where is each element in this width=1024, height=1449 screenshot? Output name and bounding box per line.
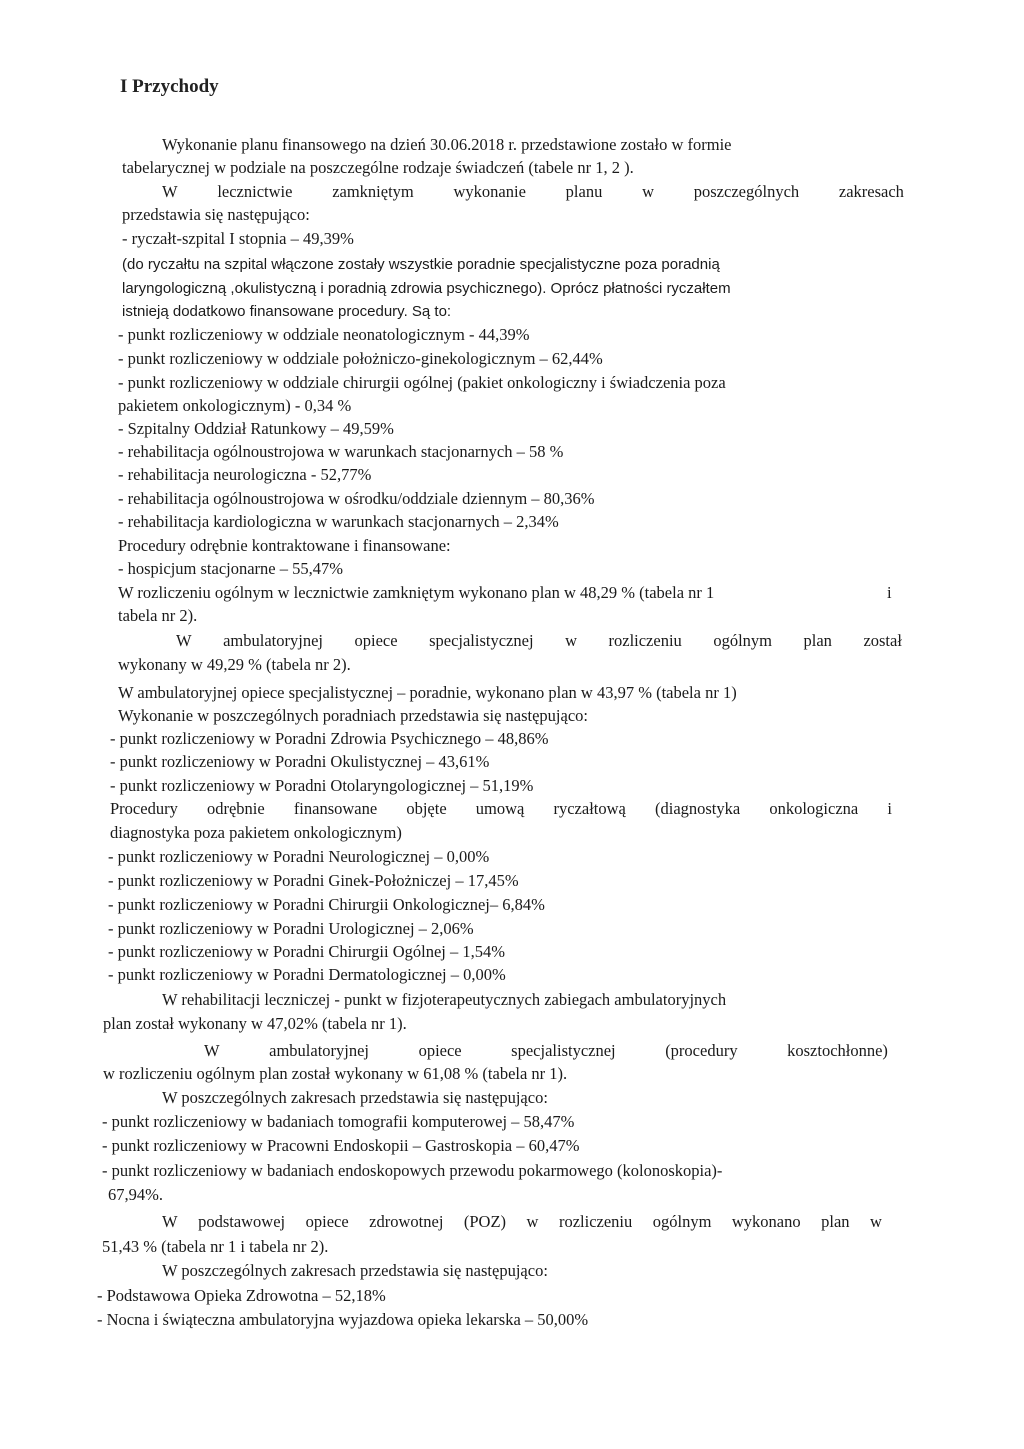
- word: kosztochłonne): [787, 1041, 888, 1060]
- word: rozliczeniu: [608, 631, 682, 650]
- text-line: tabela nr 2).: [118, 606, 198, 625]
- word: plan: [821, 1212, 850, 1231]
- word: (procedury: [665, 1041, 738, 1060]
- list-item: - punkt rozliczeniowy w oddziale położniczo-ginekologicznym – 62,44%: [118, 349, 603, 368]
- word: Procedury: [110, 799, 178, 818]
- text-line: laryngologiczną ,okulistyczną i poradnią zdrowia psychicznego). Oprócz płatności ryczałtem: [122, 280, 731, 297]
- text-line: plan został wykonany w 47,02% (tabela nr 1).: [103, 1014, 407, 1033]
- word: (diagnostyka: [654, 799, 741, 818]
- justified-line: [162, 181, 904, 203]
- word: (POZ): [463, 1212, 507, 1231]
- word: lecznictwie: [217, 182, 293, 201]
- justified-line: [162, 1211, 882, 1233]
- justified-line: [204, 1040, 888, 1062]
- word: plan: [803, 631, 832, 650]
- word: opiece: [305, 1212, 349, 1231]
- text-line: W ambulatoryjnej opiece specjalistycznej – poradnie, wykonano plan w 43,97 % (tabela nr 1): [118, 683, 737, 702]
- list-item: - rehabilitacja ogólnoustrojowa w warunkach stacjonarnych – 58 %: [118, 442, 564, 461]
- word: planu: [565, 182, 603, 201]
- justified-line: [176, 630, 902, 652]
- word: zakresach: [838, 182, 904, 201]
- word: i: [887, 799, 892, 818]
- list-item: - punkt rozliczeniowy w Poradni Dermatologicznej – 0,00%: [108, 965, 506, 984]
- list-item: - punkt rozliczeniowy w oddziale chirurgii ogólnej (pakiet onkologiczny i świadczenia poza: [118, 373, 726, 392]
- text-line: W rehabilitacji leczniczej - punkt w fizjoterapeutycznych zabiegach ambulatoryjnych: [162, 990, 727, 1009]
- word: W: [162, 182, 178, 201]
- text-line: W rozliczeniu ogólnym w lecznictwie zamkniętym wykonano plan w 48,29 % (tabela nr 1: [118, 583, 715, 602]
- list-item: pakietem onkologicznym) - 0,34 %: [118, 396, 352, 415]
- text-line: Procedury odrębnie kontraktowane i finansowane:: [118, 536, 451, 555]
- list-item: - punkt rozliczeniowy w Poradni Neurologicznej – 0,00%: [108, 847, 490, 866]
- word: objęte: [406, 799, 447, 818]
- text-line: przedstawia się następująco:: [122, 205, 310, 224]
- word: w: [565, 631, 577, 650]
- list-item: - Szpitalny Oddział Ratunkowy – 49,59%: [118, 419, 394, 438]
- text-line: Wykonanie planu finansowego na dzień 30.06.2018 r. przedstawione zostało w formie: [162, 135, 732, 154]
- list-item: - rehabilitacja ogólnoustrojowa w ośrodku/oddziale dziennym – 80,36%: [118, 489, 595, 508]
- text-line: W poszczególnych zakresach przedstawia się następująco:: [162, 1088, 548, 1107]
- list-item: - punkt rozliczeniowy w badaniach endoskopowych przewodu pokarmowego (kolonoskopia)-: [102, 1161, 723, 1180]
- word: rozliczeniu: [558, 1212, 633, 1231]
- word: W: [162, 1212, 178, 1231]
- word: opiece: [418, 1041, 462, 1060]
- word: specjalistycznej: [429, 631, 534, 650]
- list-item-continuation: 67,94%.: [108, 1185, 163, 1204]
- list-item: - punkt rozliczeniowy w Poradni Ginek-Położniczej – 17,45%: [108, 871, 519, 890]
- word: ryczałtową: [553, 799, 626, 818]
- word: opiece: [354, 631, 398, 650]
- word: W: [204, 1041, 220, 1060]
- list-item: - hospicjum stacjonarne – 55,47%: [118, 559, 343, 578]
- section-heading: I Przychody: [120, 76, 219, 97]
- text-line-end: i: [887, 583, 892, 602]
- list-item: - punkt rozliczeniowy w badaniach tomografii komputerowej – 58,47%: [102, 1112, 575, 1131]
- word: ambulatoryjnej: [223, 631, 323, 650]
- list-item: - rehabilitacja kardiologiczna w warunkach stacjonarnych – 2,34%: [118, 512, 559, 531]
- word: podstawowej: [198, 1212, 286, 1231]
- list-item: - punkt rozliczeniowy w Poradni Chirurgii Ogólnej – 1,54%: [108, 942, 506, 961]
- text-line: - ryczałt-szpital I stopnia – 49,39%: [122, 229, 354, 248]
- word: poszczególnych: [693, 182, 800, 201]
- word: W: [176, 631, 192, 650]
- word: został: [863, 631, 902, 650]
- text-line: (do ryczałtu na szpital włączone zostały wszystkie poradnie specjalistyczne poza poradnią: [122, 256, 720, 273]
- list-item: - punkt rozliczeniowy w Pracowni Endoskopii – Gastroskopia – 60,47%: [102, 1136, 580, 1155]
- text-line: 51,43 % (tabela nr 1 i tabela nr 2).: [102, 1237, 329, 1256]
- word: umową: [475, 799, 525, 818]
- word: odrębnie: [206, 799, 265, 818]
- list-item: - punkt rozliczeniowy w oddziale neonatologicznym - 44,39%: [118, 325, 530, 344]
- word: finansowane: [293, 799, 378, 818]
- text-line: wykonany w 49,29 % (tabela nr 2).: [118, 655, 351, 674]
- word: zdrowotnej: [369, 1212, 444, 1231]
- word: wykonanie: [453, 182, 526, 201]
- word: ogólnym: [652, 1212, 712, 1231]
- word: ambulatoryjnej: [269, 1041, 370, 1060]
- list-item: - Nocna i świąteczna ambulatoryjna wyjazdowa opieka lekarska – 50,00%: [97, 1310, 589, 1329]
- list-item: - rehabilitacja neurologiczna - 52,77%: [118, 465, 372, 484]
- list-item: - Podstawowa Opieka Zdrowotna – 52,18%: [97, 1286, 386, 1305]
- text-line: W poszczególnych zakresach przedstawia się następująco:: [162, 1261, 548, 1280]
- text-line: Wykonanie w poszczególnych poradniach przedstawia się następująco:: [118, 706, 588, 725]
- word: w: [642, 182, 655, 201]
- word: w: [526, 1212, 539, 1231]
- text-line: diagnostyka poza pakietem onkologicznym): [110, 823, 402, 842]
- text-line: tabelarycznej w podziale na poszczególne rodzaje świadczeń (tabele nr 1, 2 ).: [122, 158, 634, 177]
- word: wykonano: [731, 1212, 801, 1231]
- list-item: - punkt rozliczeniowy w Poradni Chirurgii Onkologicznej– 6,84%: [108, 895, 545, 914]
- justified-line: [110, 798, 892, 820]
- list-item: - punkt rozliczeniowy w Poradni Okulistycznej – 43,61%: [110, 752, 490, 771]
- text-line: istnieją dodatkowo finansowane procedury. Są to:: [122, 303, 452, 320]
- word: specjalistycznej: [511, 1041, 616, 1060]
- word: w: [870, 1212, 882, 1231]
- list-item: - punkt rozliczeniowy w Poradni Zdrowia Psychicznego – 48,86%: [110, 729, 549, 748]
- list-item: - punkt rozliczeniowy w Poradni Urologicznej – 2,06%: [108, 919, 474, 938]
- word: onkologiczna: [769, 799, 859, 818]
- list-item: - punkt rozliczeniowy w Poradni Otolaryngologicznej – 51,19%: [110, 776, 534, 795]
- word: zamkniętym: [332, 182, 414, 201]
- word: ogólnym: [713, 631, 772, 650]
- text-line: w rozliczeniu ogólnym plan został wykonany w 61,08 % (tabela nr 1).: [103, 1064, 568, 1083]
